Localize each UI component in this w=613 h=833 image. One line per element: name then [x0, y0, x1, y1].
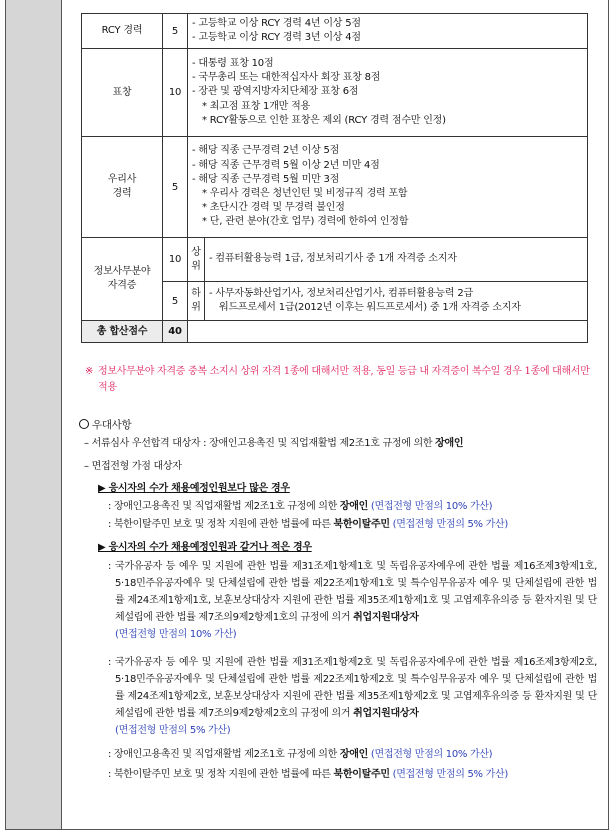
circle-bullet-icon [79, 419, 89, 429]
list-item [108, 500, 492, 514]
criteria-line: - 장관 및 광역지방자치단체장 표창 6점 [192, 86, 359, 98]
note-mark: ※ [85, 366, 94, 377]
criteria-line: - 사무자동화산업기사, 정보처리산업기사, 컴퓨터활용능력 2급 [209, 287, 473, 299]
criteria-line: - 해당 직종 근무경력 5월 미만 3점 [192, 173, 340, 185]
criteria-cell [205, 238, 588, 282]
level-cell [188, 282, 205, 321]
item-target: 취업지원대상자 [353, 612, 419, 623]
list-item [108, 654, 597, 739]
criteria-line: - 해당 직종 근무경력 5월 이상 2년 미만 4점 [192, 159, 380, 171]
colon: : [200, 438, 210, 449]
category-label: 우리사 [107, 174, 137, 185]
preference-heading [79, 418, 131, 432]
total-row [82, 321, 588, 343]
item-colon: : [108, 657, 112, 668]
level-label: 상 [191, 246, 201, 258]
category-label: 정보사무분야 [93, 266, 151, 277]
item-bonus: (면접전형 만점의 5% 가산) [389, 769, 508, 780]
criteria-line: 워드프로세서 1급(2012년 이후는 워드프로세서) 중 1개 자격증 소지자 [219, 302, 521, 313]
criteria-line: - 고등학교 이상 RCY 경력 4년 이상 5점 [192, 17, 361, 29]
criteria-cell [188, 14, 588, 49]
criteria-note: * 우리사 경력은 청년인턴 및 비정규직 경력 포함 [202, 188, 408, 199]
category-label: 경력 [112, 188, 132, 199]
doc-target: 장애인 [435, 438, 464, 449]
item-text: : 장애인고용촉진 및 직업재활법 제2조1호 규정에 의한 [108, 749, 340, 760]
item-target: 북한이탈주민 [333, 769, 390, 780]
level-cell [188, 238, 205, 282]
interview-label: – 면접전형 가점 대상자 [84, 461, 182, 472]
criteria-line: - 국무총리 또는 대한적십자사 회장 표창 8점 [192, 72, 381, 84]
total-points: 40 [163, 321, 188, 343]
item-text: : 장애인고용촉진 및 직업재활법 제2조1호 규정에 의한 [108, 501, 340, 512]
criteria-line: - 고등학교 이상 RCY 경력 3년 이상 4점 [192, 32, 361, 43]
item-target: 장애인 [339, 501, 368, 512]
points-cell: 10 [163, 49, 188, 137]
criteria-note: * RCY활동으로 인한 표창은 제외 (RCY 경력 점수만 인정) [202, 114, 446, 126]
level-label: 위 [191, 260, 201, 272]
score-table [81, 13, 588, 343]
item-target: 취업지원대상자 [353, 708, 419, 719]
criteria-note: * 최고점 표창 1개만 적용 [202, 100, 311, 112]
item-bonus: (면접전형 만점의 5% 가산) [389, 519, 508, 530]
list-item [108, 558, 597, 643]
points-cell: 5 [163, 282, 188, 321]
list-item [108, 768, 508, 782]
note-text: 정보사무분야 자격증 중복 소지시 상위 자격 1종에 대해서만 적용, 동일 등급 내 자격증이 복수일 경우 1종에 대해서만 적용 [98, 366, 590, 393]
category-label: 자격증 [107, 280, 137, 291]
heading-text: 우대사항 [92, 419, 132, 431]
document-screening-line [84, 437, 463, 451]
cert-note [85, 364, 595, 396]
item-colon: : [108, 561, 112, 572]
item-text: 국가유공자 등 예우 및 지원에 관한 법률 제31조제1항제1호 및 독립유공자예우에 관한 법률 제16조제3항제1호, 5·18민주유공자예우 및 단체설립에 관한 법률 제22조제1항제1호 및 특수임무유공자 예우 및 단체설립에 관한 법률 제24조제1항제1호, 보훈보상대상자 지원에 관한 법률 제35조제1항제1호 및 고엽제후유의증 등 환자지원 및 단체설립에 관한 법률 제7조의9제2항제1호의 규정에 의거 [115, 561, 597, 623]
item-text: : 북한이탈주민 보호 및 정착 지원에 관한 법률에 따른 [108, 519, 334, 530]
item-text: : 북한이탈주민 보호 및 정착 지원에 관한 법률에 따른 [108, 769, 334, 780]
item-bonus: (면접전형 만점의 10% 가산) [115, 629, 237, 640]
level-label: 위 [191, 302, 201, 313]
item-bonus: (면접전형 만점의 5% 가산) [115, 725, 231, 736]
case2-heading: ▶ 응시자의 수가 채용예정인원과 같거나 적은 경우 [98, 542, 312, 553]
item-text: 국가유공자 등 예우 및 지원에 관한 법률 제31조제1항제2호 및 독립유공자예우에 관한 법률 제16조제3항제2호, 5·18민주유공자예우 및 단체설립에 관한 법률 제22조제1항제2호 및 특수임무유공자 예우 및 단체설립에 관한 법률 제24조제1항제2호, 보훈보상대상자 지원에 관한 법률 제35조제1항제2호 및 고엽제후유의증 등 환자지원 및 단체설립에 관한 법률 제7조의9제2항제2호의 규정에 의거 [115, 657, 597, 719]
criteria-note: * 초단시간 경력 및 무경력 불인정 [202, 202, 345, 214]
item-bonus: (면접전형 만점의 10% 가산) [368, 501, 493, 512]
table-row [82, 137, 588, 238]
criteria-note: * 단, 관련 분야(간호 업무) 경력에 한하여 인정함 [202, 216, 409, 228]
category-cell: RCY 경력 [82, 14, 163, 49]
points-cell: 5 [163, 137, 188, 238]
doc-text: 장애인고용촉진 및 직업재활법 제2조1호 규정에 의한 [209, 438, 436, 449]
criteria-cell [205, 282, 588, 321]
criteria-line: - 대통령 표창 10점 [192, 57, 274, 69]
total-label: 총 합산점수 [82, 321, 163, 343]
points-cell: 10 [163, 238, 188, 282]
level-label: 하 [191, 288, 201, 299]
list-item [108, 748, 492, 762]
left-margin-column [5, 0, 62, 830]
category-cell [82, 137, 163, 238]
table-row [82, 238, 588, 282]
table-row [82, 49, 588, 137]
criteria-cell [188, 137, 588, 238]
list-item [108, 518, 508, 532]
category-cell: 표창 [82, 49, 163, 137]
case1-heading: ▶ 응시자의 수가 채용예정인원보다 많은 경우 [98, 483, 290, 494]
item-bonus: (면접전형 만점의 10% 가산) [368, 749, 493, 760]
doc-label: – 서류심사 우선합격 대상자 [84, 438, 201, 449]
category-cell [82, 238, 163, 321]
points-cell: 5 [163, 14, 188, 49]
criteria-line: - 컴퓨터활용능력 1급, 정보처리기사 중 1개 자격증 소지자 [209, 253, 457, 265]
criteria-line: - 해당 직종 근무경력 2년 이상 5점 [192, 145, 340, 157]
table-row [82, 14, 588, 49]
item-target: 북한이탈주민 [333, 519, 390, 530]
criteria-cell [188, 49, 588, 137]
item-target: 장애인 [339, 749, 368, 760]
total-blank-cell [188, 321, 588, 343]
